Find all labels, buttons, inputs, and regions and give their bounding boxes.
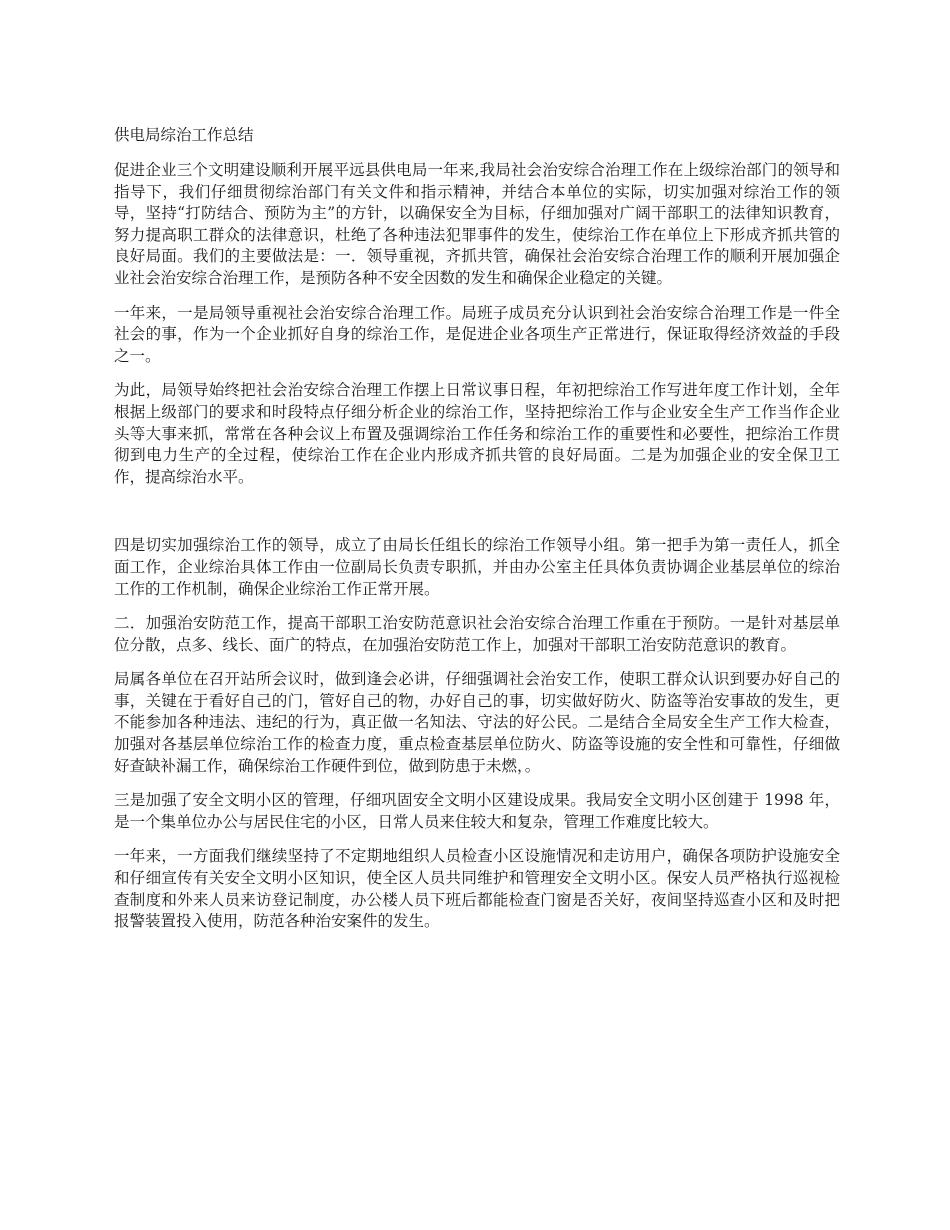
paragraph-3: 为此，局领导始终把社会治安综合治理工作摆上日常议事日程，年初把综治工作写进年度工作计划，全年根据上级部门的要求和时段特点仔细分析企业的综治工作，坚持把综治工作与企业安全生产工作当作企业头等大事来抓，常常在各种会议上布置及强调综治工作任务和综治工作的重要性和必要性，把综治工作贯彻到电力生产的全过程，使综治工作在企业内形成齐抓共管的良好局面。二是为加强企业的安全保卫工作，提高综治水平。 bbox=[114, 381, 840, 486]
paragraph-7: 三是加强了安全文明小区的管理，仔细巩固安全文明小区建设成果。我局安全文明小区创建于 1998 年，是一个集单位办公与居民住宅的小区，日常人员来住较大和复杂，管理工作难度比较大。 bbox=[114, 791, 840, 831]
paragraph-2: 一年来，一是局领导重视社会治安综合治理工作。局班子成员充分认识到社会治安综合治理工作是一件全社会的事，作为一个企业抓好自身的综治工作，是促进企业各项生产正常进行，保证取得经济效益的手段之一。 bbox=[114, 303, 840, 365]
paragraph-5: 二．加强治安防范工作，提高干部职工治安防范意识社会治安综合治理工作重在于预防。一是针对基层单位分散，点多、线长、面广的特点，在加强治安防范工作上，加强对干部职工治安防范意识的教育。 bbox=[114, 614, 840, 654]
document-page bbox=[114, 124, 840, 946]
document-title: 供电局综治工作总结 bbox=[114, 126, 254, 144]
paragraph-1: 促进企业三个文明建设顺利开展平远县供电局一年来,我局社会治安综合治理工作在上级综治部门的领导和指导下，我们仔细贯彻综治部门有关文件和指示精神，并结合本单位的实际，切实加强对综治工作的领导，坚持“打防结合、预防为主”的方针，以确保安全为目标，仔细加强对广阔干部职工的法律知识教育，努力提高职工群众的法律意识，杜绝了各种违法犯罪事件的发生，使综治工作在单位上下形成齐抓共管的良好局面。我们的主要做法是：一．领导重视，齐抓共管，确保社会治安综合治理工作的顺利开展加强企业社会治安综合治理工作，是预防各种不安全因数的发生和确保企业稳定的关键。 bbox=[114, 161, 840, 287]
paragraph-8: 一年来，一方面我们继续坚持了不定期地组织人员检查小区设施情况和走访用户，确保各项防护设施安全和仔细宣传有关安全文明小区知识，使全区人员共同维护和管理安全文明小区。保安人员严格执行巡视检查制度和外来人员来访登记制度，办公楼人员下班后都能检查门窗是否关好，夜间坚持巡查小区和及时把报警装置投入使用，防范各种治安案件的发生。 bbox=[114, 847, 840, 931]
paragraph-4: 四是切实加强综治工作的领导，成立了由局长任组长的综治工作领导小组。第一把手为第一责任人，抓全面工作，企业综治具体工作由一位副局长负责专职抓，并由办公室主任具体负责协调企业基层单位的综治工作的工作机制，确保企业综治工作正常开展。 bbox=[114, 536, 840, 598]
section-gap bbox=[114, 501, 840, 535]
paragraph-6: 局属各单位在召开站所会议时，做到逢会必讲，仔细强调社会治安工作，使职工群众认识到要办好自己的事，关键在于看好自己的门，管好自己的物，办好自己的事，切实做好防火、防盗等治安事故的发生，更不能参加各种违法、违纪的行为，真正做一名知法、守法的好公民。二是结合全局安全生产工作大检查，加强对各基层单位综治工作的检查力度，重点检查基层单位防火、防盗等设施的安全性和可靠性，仔细做好查缺补漏工作，确保综治工作硬件到位，做到防患于未燃，。 bbox=[114, 670, 840, 775]
